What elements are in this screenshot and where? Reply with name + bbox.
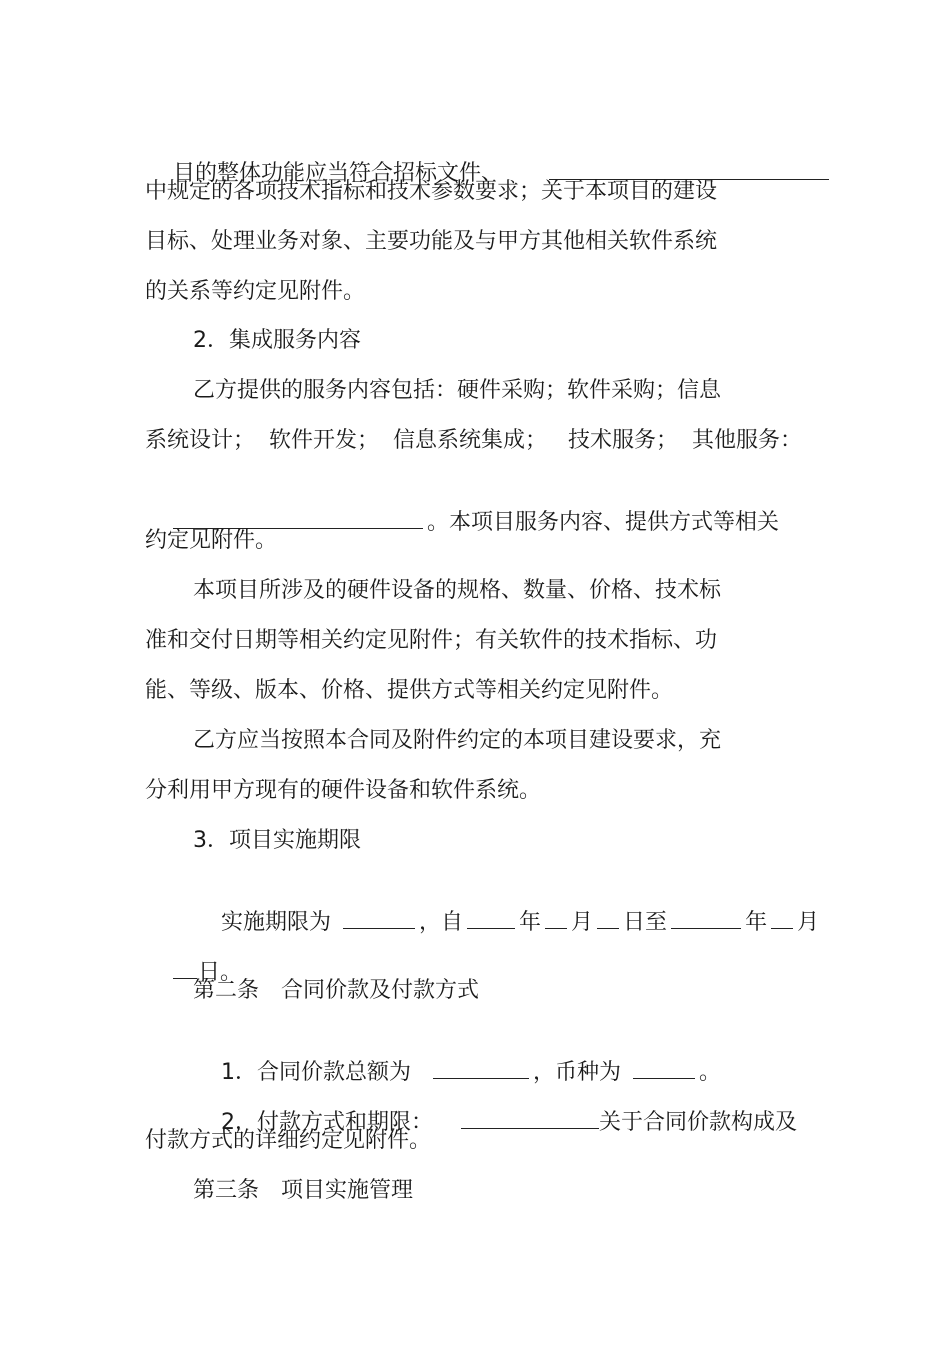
paragraph-line: 准和交付日期等相关约定见附件；有关软件的技术指标、功 [145,628,718,653]
paragraph-line: 付款方式的详细约定见附件。 [145,1128,432,1153]
line-text: 实施期限为 [220,910,331,935]
paragraph-line: 分利用甲方现有的硬件设备和软件系统。 [145,778,542,803]
section-heading: 3．项目实施期限 [193,828,361,853]
paragraph-line [145,476,779,535]
article-heading: 第三条 项目实施管理 [193,1178,414,1203]
fill-in-blank [467,906,515,929]
fill-in-blank [461,1106,599,1129]
paragraph-line [145,127,833,186]
paragraph-line: 本项目所涉及的硬件设备的规格、数量、价格、技术标 [193,578,722,603]
line-text: 。本项目服务内容、提供方式等相关 [426,510,779,535]
line-text: 。 [699,1060,722,1085]
section-heading: 2．集成服务内容 [193,328,361,353]
fill-in-blank [545,906,567,929]
paragraph-line: 乙方应当按照本合同及附件约定的本项目建设要求，充 [193,728,722,753]
line-text: 日。 [197,960,242,985]
fill-in-blank [771,906,793,929]
paragraph-line: 约定见附件。 [145,528,278,553]
article-heading: 第二条 合同价款及付款方式 [193,978,480,1003]
line-text: 1．合同价款总额为 [220,1060,411,1085]
paragraph-line: 系统设计； 软件开发； 信息系统集成； 技术服务； 其他服务： [145,428,802,453]
line-text: 目的整体功能应当符合招标文件、 [172,161,503,186]
paragraph-line [193,1076,797,1135]
line-text: ，自 [419,910,464,935]
paragraph-line: 乙方提供的服务内容包括：硬件采购；软件采购；信息 [193,378,722,403]
paragraph-line: 的关系等约定见附件。 [145,279,366,304]
line-text: 月 [797,910,820,935]
paragraph-line: 目标、处理业务对象、主要功能及与甲方其他相关软件系统 [145,229,718,254]
line-text: ，币种为 [532,1060,621,1085]
fill-in-blank [671,906,741,929]
paragraph-line [145,926,242,985]
line-text: 年 [519,910,542,935]
paragraph-line: 中规定的各项技术指标和技术参数要求；关于本项目的建设 [145,179,718,204]
line-text: 2．付款方式和期限： [220,1110,433,1135]
paragraph-line [193,1026,722,1085]
line-text: 关于合同价款构成及 [598,1110,797,1135]
line-text: 日至 [623,910,668,935]
line-text: 月 [571,910,594,935]
fill-in-blank [343,906,415,929]
paragraph-line: 能、等级、版本、价格、提供方式等相关约定见附件。 [145,678,674,703]
line-text: 年 [745,910,768,935]
paragraph-line [193,876,820,935]
fill-in-blank [597,906,619,929]
